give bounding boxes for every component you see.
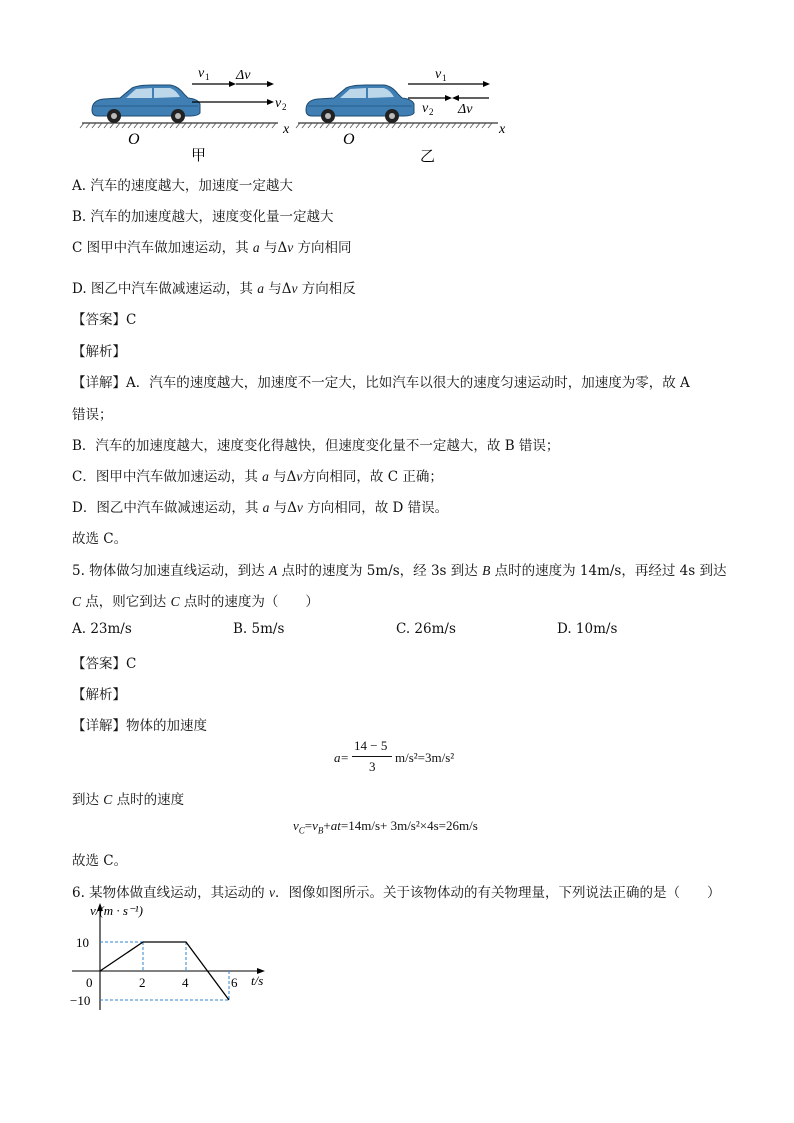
q4-option-d-post: 方向相反 [297,281,356,297]
q4-analysis-tag: 【解析】 [72,344,126,360]
q5-analysis-tag: 【解析】 [72,687,126,703]
q4-detail-c-pre: C．图甲中汽车做加速运动，其 [72,469,263,485]
v1-sub-right: 1 [442,73,447,83]
q4-answer-value: C [126,312,137,328]
dv-label-left: Δv [236,68,251,83]
q5-point-c: C [72,594,82,609]
q4-option-c-pre: C 图甲中汽车做加速运动，其 [72,240,253,256]
q4-detail-d-and: 与Δ [269,500,297,516]
v2-label-right: v [422,101,429,116]
q4-detail-c-post: 方向相同，故 C 正确； [302,469,443,485]
q4-option-b: B. 汽车的加速度越大，速度变化量一定越大 [72,209,334,225]
q4-option-d [72,277,356,297]
q4-detail-d-v: v [296,500,303,515]
q6-stem-a: 6. 某物体做直线运动，其运动的 [72,885,269,901]
dv-label-right: Δv [458,102,473,117]
q4-detail-a2: 错误； [72,407,113,423]
q4-detail-d [72,496,448,516]
q5-stem-line2 [72,590,319,610]
q5-option-a: A. 23m/s [72,621,132,637]
eq2-rest: =14m/s+ 3m/s²×4s=26m/s [340,818,478,833]
q5-stem-b: 点时的速度为 5m/s，经 3s 到达 [277,563,483,579]
q4-option-d-a: a [257,281,264,296]
x-label-right: x [499,122,506,137]
q4-option-d-and: 与Δ [263,281,292,297]
vt-labels [70,903,263,1008]
q5-option-d: D. 10m/s [557,621,618,637]
eq1-lhs: a [334,750,341,765]
y-axis-label: v/(m · s⁻¹) [90,903,143,918]
caption-jia: 甲 [191,148,207,164]
q4-answer-tag: 【答案】 [72,312,126,328]
vt-axes [72,903,265,1010]
v1-label-left: v [198,66,205,81]
q4-option-d-pre: D. 图乙中汽车做减速运动，其 [72,281,258,297]
q4-detail-c [72,465,443,485]
eq2-plus: + [323,818,331,833]
q5-answer-value: C [126,656,137,672]
q4-detail-d-pre: D．图乙中汽车做减速运动，其 [72,500,263,516]
q4-detail-a1 [72,371,690,391]
caption-yi: 乙 [420,149,436,165]
ground-left [80,123,278,128]
eq2-sub-c: C [298,825,305,836]
v1-label-right: v [435,67,442,82]
q4-detail-d-a: a [262,500,270,515]
q4-option-c-a: a [252,240,260,255]
q4-option-d-v: v [291,281,298,296]
q5-detail [72,714,207,734]
eq2-sub-b: B [317,825,324,836]
q5-option-c: C. 26m/s [396,621,456,637]
y-tick-minus10: −10 [70,993,91,1008]
car-left [92,85,200,123]
q5-stem2: 点，则它到达 [81,594,171,610]
q4-detail-c-a: a [262,469,269,484]
x-tick-4: 4 [182,975,189,990]
eq2-vb: v [312,818,318,833]
eq1-numerator: 14 − 5 [354,738,388,753]
eq1-fraction-bar [352,756,392,757]
q5-reach-a: 到达 [72,792,104,808]
eq1-rhs: m/s²=3m/s² [395,750,455,765]
q5-stem-line1 [72,559,726,579]
q4-option-a: A. 汽车的速度越大，加速度一定越大 [72,178,293,194]
car-right [306,85,414,123]
q4-detail-tag: 【详解】 [72,375,126,391]
eq1-denominator: 3 [369,759,376,774]
eq2-eq: = [304,818,313,833]
car-figure [78,60,518,170]
q5-answer [72,652,136,672]
velocity-arrows-right [408,81,490,101]
q4-option-c-and: 与Δ [259,240,288,256]
q5-reach-b: 点时的速度 [112,792,185,808]
x-axis-label: t/s [251,973,264,988]
q4-choose: 故选 C。 [72,531,128,547]
v2-sub-right: 2 [429,107,434,117]
q5-reach-c: C [103,792,113,807]
origin-label-right: O [343,131,355,148]
q5-detail-text: 物体的加速度 [126,718,207,734]
y-tick-0: 0 [86,975,93,990]
ground-right [296,123,498,128]
y-tick-10: 10 [76,935,89,950]
vt-graph [64,900,284,1015]
q4-detail-c-and: 与Δ [268,469,297,485]
q4-detail-d-post: 方向相同，故 D 错误。 [302,500,449,516]
x-label-left: x [283,122,290,137]
x-tick-2: 2 [139,975,146,990]
q5-detail-tag: 【详解】 [72,718,126,734]
q5-stem-a: 5. 物体做匀加速直线运动，到达 [72,563,269,579]
q6-stem [72,881,720,901]
q5-point-c-2: C [170,594,180,609]
q5-choose: 故选 C。 [72,853,128,869]
q5-answer-tag: 【答案】 [72,656,126,672]
eq2-at: at [330,818,341,833]
q5-stem-c: 点时的速度为 14m/s，再经过 4s 到达 [490,563,727,579]
q4-option-c [72,236,352,256]
velocity-arrows-left [192,81,274,105]
q6-stem-v: v [268,885,275,900]
q5-stem2-b: 点时的速度为（ ） [179,594,319,610]
q4-detail-a1-text: A．汽车的速度越大，加速度不一定大，比如汽车以很大的速度匀速运动时，加速度为零，故 A [126,375,690,391]
x-tick-6: 6 [231,975,238,990]
v2-sub-left: 2 [282,102,287,112]
q5-point-b: B [482,563,491,578]
q4-answer [72,308,136,328]
eq2-vc: v [293,818,299,833]
q4-detail-c-v: v [296,469,303,484]
q5-point-a: A [268,563,278,578]
q4-option-c-post: 方向相同 [293,240,352,256]
q4-option-c-v: v [287,240,294,255]
q6-stem-b: ．图像如图所示。关于该物体动的有关物理量，下列说法正确的是（ ） [274,885,721,901]
equation-velocity [293,818,478,836]
q5-reach-text [72,788,184,808]
origin-label-left: O [128,131,140,148]
q4-detail-b: B．汽车的加速度越大，速度变化得越快，但速度变化量不一定越大，故 B 错误； [72,438,560,454]
v2-label-left: v [275,96,282,111]
v1-sub-left: 1 [205,72,210,82]
q5-option-b: B. 5m/s [233,621,285,637]
eq1-eq: = [341,750,349,765]
